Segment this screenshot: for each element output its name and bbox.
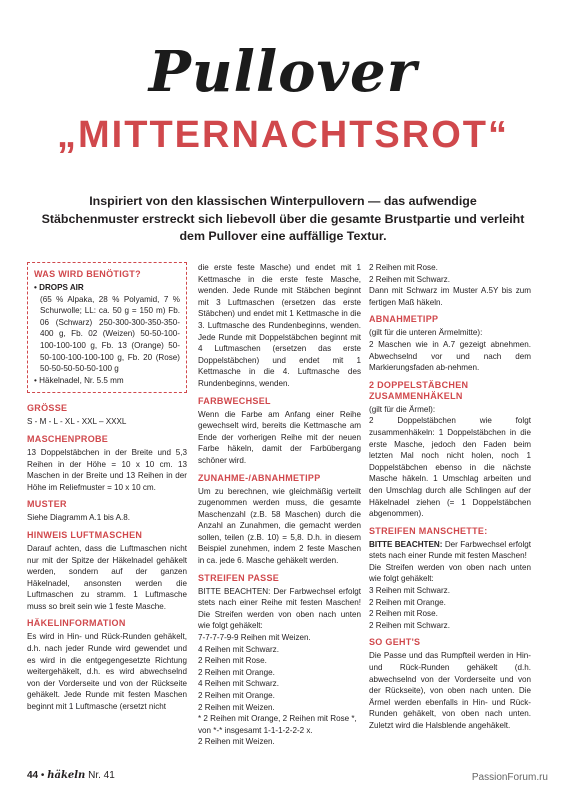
passe-intro: BITTE BEACHTEN: Der Farbwechsel erfolgt stets nach einer Reihe mit festen Maschen! Die Streifen werden von oben nach unten wie folgt gehäkelt: (198, 586, 361, 631)
page-footer (27, 770, 115, 782)
passe-line: 2 Reihen mit Rose. (198, 656, 267, 666)
passe-heading: STREIFEN PASSE (198, 572, 280, 583)
yarn-details: (65 % Alpaka, 28 % Polyamid, 7 % Schurwolle; LL: ca. 50 g = 150 m) Fb. 06 (Schwarz) 250-300-300-350-350-400 g, Fb. 02 (Weizen) 50-50-100-100-100-100 g, Fb. 13 (Orange) 50-50-100-100-100-100 g, Fb. 20 (Rose) 50-50-50-50-50-100 g (40, 294, 180, 374)
column-2 (198, 262, 361, 748)
issue-number: Nr. 41 (88, 770, 115, 781)
maschenprobe-heading: MASCHENPROBE (27, 433, 109, 444)
maschenprobe-text: 13 Doppelstäbchen in der Breite und 5,3 Reihen in der Höhe = 10 x 10 cm. 13 Maschen in der Breite und 13 Reihen in der Höhe im Reliefmuster = 10 x 10 cm. (27, 447, 187, 492)
passe-line: 2 Reihen mit Orange. (198, 691, 275, 700)
hook-size: • Häkelnadel, Nr. 5.5 mm (34, 375, 180, 387)
manschette-note-bold: BITTE BEACHTEN: (369, 539, 443, 549)
materials-heading: WAS WIRD BENÖTIGT? (34, 269, 141, 279)
doppel-sub: (gilt für die Ärmel): (369, 404, 436, 414)
muster-heading: MUSTER (27, 499, 67, 510)
footer-dot: • (40, 770, 48, 781)
abnahmetipp-sub: (gilt für die unteren Ärmelmitte): (369, 328, 483, 338)
haekelinfo-heading: HÄKELINFORMATION (27, 618, 126, 629)
column-1 (27, 262, 187, 713)
groesse-heading: GRÖSSE (27, 403, 68, 414)
abnahmetipp-text: 2 Maschen wie in A.7 gezeigt abnehmen. Abwechselnd vor und nach dem Markierungsfaden ab-nehmen. (369, 339, 531, 373)
sogehts-heading: SO GEHT'S (369, 637, 421, 648)
groesse-text: S - M - L - XL - XXL – XXXL (27, 417, 127, 427)
farbwechsel-heading: FARBWECHSEL (198, 395, 271, 406)
materials-box (27, 262, 187, 393)
passe-line: 4 Reihen mit Schwarz. (198, 644, 279, 654)
sogehts-text: Die Passe und das Rumpfteil werden in Hin- und Rück-Runden gehäkelt (d.h. abwechselnd von der Vorderseite und von der Rückseite), von oben nach unten. Die Ärmel werden ebenfalls in Hin- und Rück-Runden gehäkelt, von oben nach unten. Zuletzt wird die Halsblende angehäkelt. (369, 651, 531, 730)
passe-line: 2 Reihen mit Rose. (369, 263, 438, 272)
watermark: PassionForum.ru (471, 772, 548, 783)
zunahme-heading: ZUNAHME-/ABNAHMETIPP (198, 472, 321, 483)
passe-line: 2 Reihen mit Schwarz. (369, 274, 450, 284)
magazine-name: häkeln (47, 770, 86, 781)
manschette-heading: STREIFEN MANSCHETTE: (369, 525, 488, 536)
manschette-intro: Die Streifen werden von oben nach unten wie folgt gehäkelt: (369, 562, 531, 584)
passe-line: 7-7-7-7-9-9 Reihen mit Weizen. (198, 633, 311, 643)
hinweis-text: Darauf achten, dass die Luftmaschen nicht nur mit der Spitze der Häkelnadel gehäkelt werden, sondern auf der ganzen Häkelnadel, ansonsten werden die Luftmaschen zu stramm. 1 Luftmasche muss so breit sein wie 1 feste Masche. (27, 543, 187, 611)
lead-paragraph: Inspiriert von den klassischen Winterpullovern — das aufwendige Stäbchenmuster erstreckt sich liebevoll über die gesamte Brustpartie und verleiht dem Pullover eine auffällige Textur. (41, 194, 525, 243)
doppel-heading: 2 DOPPELSTÄBCHEN ZUSAMMENHÄKELN (369, 379, 469, 401)
manschette-line: 2 Reihen mit Rose. (369, 609, 438, 619)
manschette-note (369, 539, 531, 562)
farbwechsel-text: Wenn die Farbe am Anfang einer Reihe gewechselt wird, bereits die Kettmasche am Ende der vorherigen Reihe mit der neuen Farbe häkeln, damit der Farbübergang schöner wird. (198, 409, 361, 465)
passe-line: 2 Reihen mit Weizen. (198, 737, 275, 747)
haekelinfo-text: Es wird in Hin- und Rück-Runden gehäkelt, d.h. nach jeder Runde wird gewendet und es wird in die entgegengesetzte Richtung weitergehäkelt, d.h. es wird abwechselnd von der Vorderseite und von der Rückseite gehäkelt. Jede Runde mit festen Maschen beginnt mit 1 Luftmasche (ersetzt nicht (27, 632, 187, 712)
title-script: Pullover (148, 39, 418, 105)
passe-line: 4 Reihen mit Schwarz. (198, 679, 279, 689)
page-number: 44 (27, 770, 39, 781)
passe-line: 2 Reihen mit Weizen. (198, 702, 275, 712)
manschette-note-text: Der Farbwechsel erfolgt stets nach einer Runde mit festen Maschen! (369, 539, 532, 561)
doppel-text: 2 Doppelstäbchen wie folgt zusammenhäkeln: 1 Doppelstäbchen in die erste Masche, jedoch den Faden beim letzten Mal noch nicht holen, noch 1 Doppelstäbchen ebenso in die nächste Masche häkeln. 1 Umschlag arbeiten und den Umschlag durch alle Schlingen auf der Häkelnadel ziehen (= 1 Doppelstäbchen abgenommen). (369, 416, 531, 519)
muster-text: Siehe Diagramm A.1 bis A.8. (27, 513, 131, 523)
hinweis-heading: HINWEIS LUFTMASCHEN (27, 529, 143, 540)
passe-line: * 2 Reihen mit Orange, 2 Reihen mit Rose *, von *-* insgesamt 1-1-1-2-2-2 x. (198, 714, 357, 735)
page-title: „MITTERNACHTSROT“ (57, 114, 509, 156)
manschette-line: 3 Reihen mit Schwarz. (369, 586, 450, 596)
abnahmetipp-heading: ABNAHMETIPP (369, 314, 439, 325)
passe-line: 2 Reihen mit Orange. (198, 667, 275, 677)
passe-final: Dann mit Schwarz im Muster A.5Y bis zum fertigen Maß häkeln. (369, 286, 531, 307)
zunahme-text: Um zu berechnen, wie gleichmäßig verteilt zugenommen werden muss, die gesamte Maschenzahl (z.B. 58 Maschen) durch die Anzahl an Zunahmen, die gemacht werden sollen, teilen (z.B. 10) = 5,8. D.h. in diesem Beispiel zunehmen, indem 2 feste Maschen in ca. jede 6. Masche gehäkelt werden. (198, 486, 361, 566)
column-3 (369, 262, 531, 732)
haekelinfo-continued: die erste feste Masche) und endet mit 1 Kettmasche in die erste feste Masche, wenden. Jede Runde mit Stäbchen beginnt mit 3 Luftmaschen (ersetzen das erste Stäbchen) und endet mit 1 Kettmasche in die 3. Luftmasche des Rundenbeginns, wenden. Jede Runde mit Doppelstäbchen beginnt mit 4 Luftmaschen (ersetzen das erste Doppelstäbchen) und endet mit 1 Kettmasche in die 4. Luftmasche des Rundenbeginns, wenden. (198, 263, 361, 388)
manschette-line: 2 Reihen mit Schwarz. (369, 620, 450, 630)
manschette-line: 2 Reihen mit Orange. (369, 597, 446, 607)
yarn-name: • DROPS AIR (34, 282, 180, 294)
